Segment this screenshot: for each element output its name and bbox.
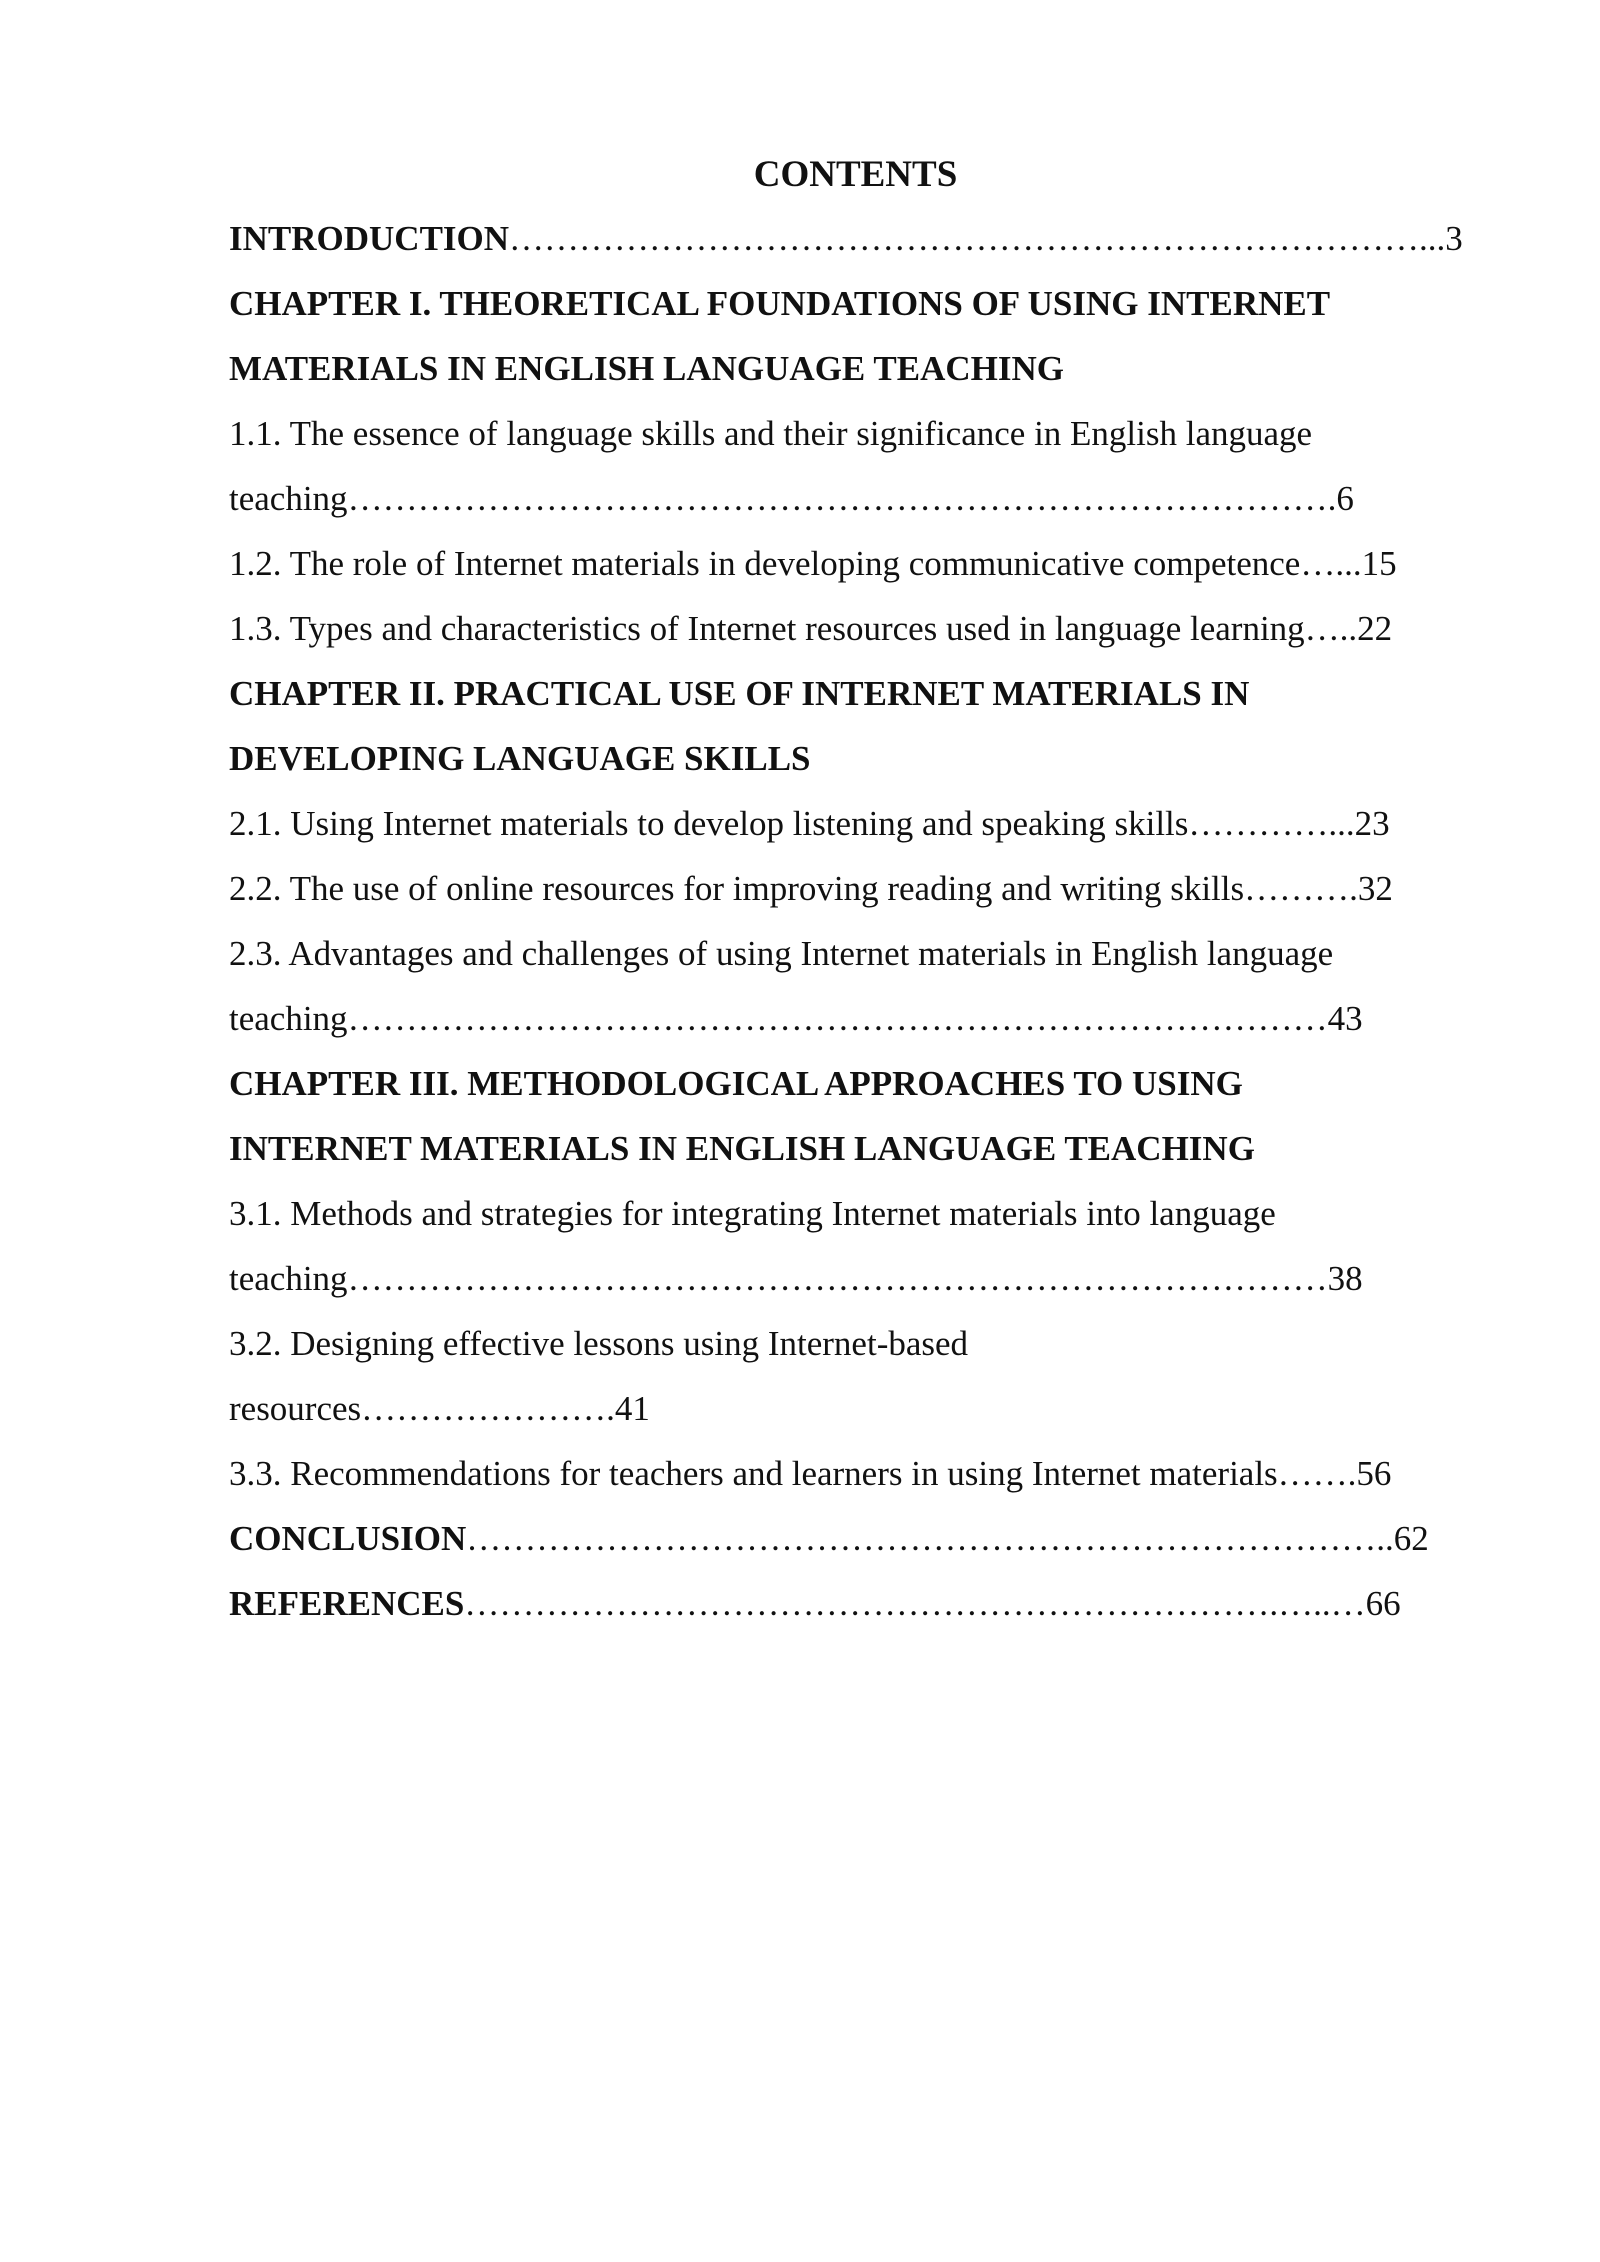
toc-entry-label: 2.1. Using Internet materials to develop listening and speaking skills	[229, 804, 1189, 843]
toc-entry-leader-page: ………………………………………………………………………….6	[347, 479, 1354, 518]
toc-entry-leader-page: ……….32	[1244, 869, 1393, 908]
toc-entry-label: 2.2. The use of online resources for improving reading and writing skills	[229, 869, 1245, 908]
toc-chapter-2-heading-line-1	[229, 669, 1249, 719]
toc-entry-2-2	[229, 864, 1393, 914]
toc-chapter-3-heading-line-2	[229, 1124, 1255, 1174]
toc-entry-label: INTRODUCTION	[229, 219, 510, 258]
toc-entry-label: resources	[229, 1389, 362, 1428]
toc-entry-leader-page: …………………………………………………………….…..…66	[464, 1584, 1401, 1623]
toc-entry-2-3-line-1	[229, 929, 1333, 979]
toc-entry-leader-page: …………...23	[1188, 804, 1390, 843]
toc-chapter-1-heading-line-1	[229, 279, 1330, 329]
toc-entry-1-3	[229, 604, 1392, 654]
toc-entry-label: CONCLUSION	[229, 1519, 467, 1558]
toc-entry-3-3	[229, 1449, 1391, 1499]
toc-entry-leader-page: …….56	[1277, 1454, 1392, 1493]
toc-entry-leader-page: …..22	[1304, 609, 1393, 648]
toc-entry-label: 1.1. The essence of language skills and their significance in English language	[229, 414, 1313, 453]
toc-chapter-3-heading-line-1	[229, 1059, 1243, 1109]
toc-chapter-1-heading-line-2	[229, 344, 1064, 394]
toc-entry-label: 3.3. Recommendations for teachers and learners in using Internet materials	[229, 1454, 1278, 1493]
toc-entry-leader-page: ………………….41	[361, 1389, 650, 1428]
toc-chapter-2-heading-line-2	[229, 734, 811, 784]
toc-entry-label: teaching	[229, 1259, 348, 1298]
toc-entry-leader-page: …...15	[1300, 544, 1397, 583]
toc-entry-conclusion	[229, 1514, 1429, 1564]
toc-entry-leader-page: ……………………………………………………………………..62	[466, 1519, 1429, 1558]
toc-entry-introduction	[229, 214, 1463, 264]
toc-entry-references	[229, 1579, 1401, 1629]
contents-title: CONTENTS	[753, 154, 958, 195]
toc-entry-label: DEVELOPING LANGUAGE SKILLS	[229, 739, 811, 778]
toc-entry-label: CHAPTER I. THEORETICAL FOUNDATIONS OF USING INTERNET	[229, 284, 1331, 323]
toc-entry-2-3-line-2	[229, 994, 1363, 1044]
toc-entry-3-1-line-1	[229, 1189, 1276, 1239]
toc-entry-label: 3.1. Methods and strategies for integrating Internet materials into language	[229, 1194, 1276, 1233]
toc-entry-leader-page: ……………………………………………………………………...3	[509, 219, 1463, 258]
toc-entry-label: INTERNET MATERIALS IN ENGLISH LANGUAGE TEACHING	[229, 1129, 1255, 1168]
toc-entry-label: 2.3. Advantages and challenges of using Internet materials in English language	[229, 934, 1334, 973]
toc-entry-3-2-line-1	[229, 1319, 968, 1369]
toc-entry-leader-page: …………………………………………………………………………38	[347, 1259, 1363, 1298]
toc-entry-1-1-line-1	[229, 409, 1312, 459]
toc-entry-label: 1.3. Types and characteristics of Internet resources used in language learning	[229, 609, 1305, 648]
toc-entry-label: CHAPTER II. PRACTICAL USE OF INTERNET MATERIALS IN	[229, 674, 1250, 713]
toc-entry-3-2-line-2	[229, 1384, 650, 1434]
toc-entry-1-1-line-2	[229, 474, 1354, 524]
toc-entry-label: teaching	[229, 479, 348, 518]
toc-entry-label: CHAPTER III. METHODOLOGICAL APPROACHES TO USING	[229, 1064, 1243, 1103]
toc-entry-label: teaching	[229, 999, 348, 1038]
toc-entry-leader-page: …………………………………………………………………………43	[347, 999, 1363, 1038]
toc-entry-label: 1.2. The role of Internet materials in developing communicative competence	[229, 544, 1301, 583]
toc-entry-label: 3.2. Designing effective lessons using Internet-based	[229, 1324, 969, 1363]
toc-entry-1-2	[229, 539, 1397, 589]
toc-entry-label: REFERENCES	[229, 1584, 465, 1623]
toc-entry-label: MATERIALS IN ENGLISH LANGUAGE TEACHING	[229, 349, 1064, 388]
toc-entry-3-1-line-2	[229, 1254, 1363, 1304]
toc-entry-2-1	[229, 799, 1390, 849]
